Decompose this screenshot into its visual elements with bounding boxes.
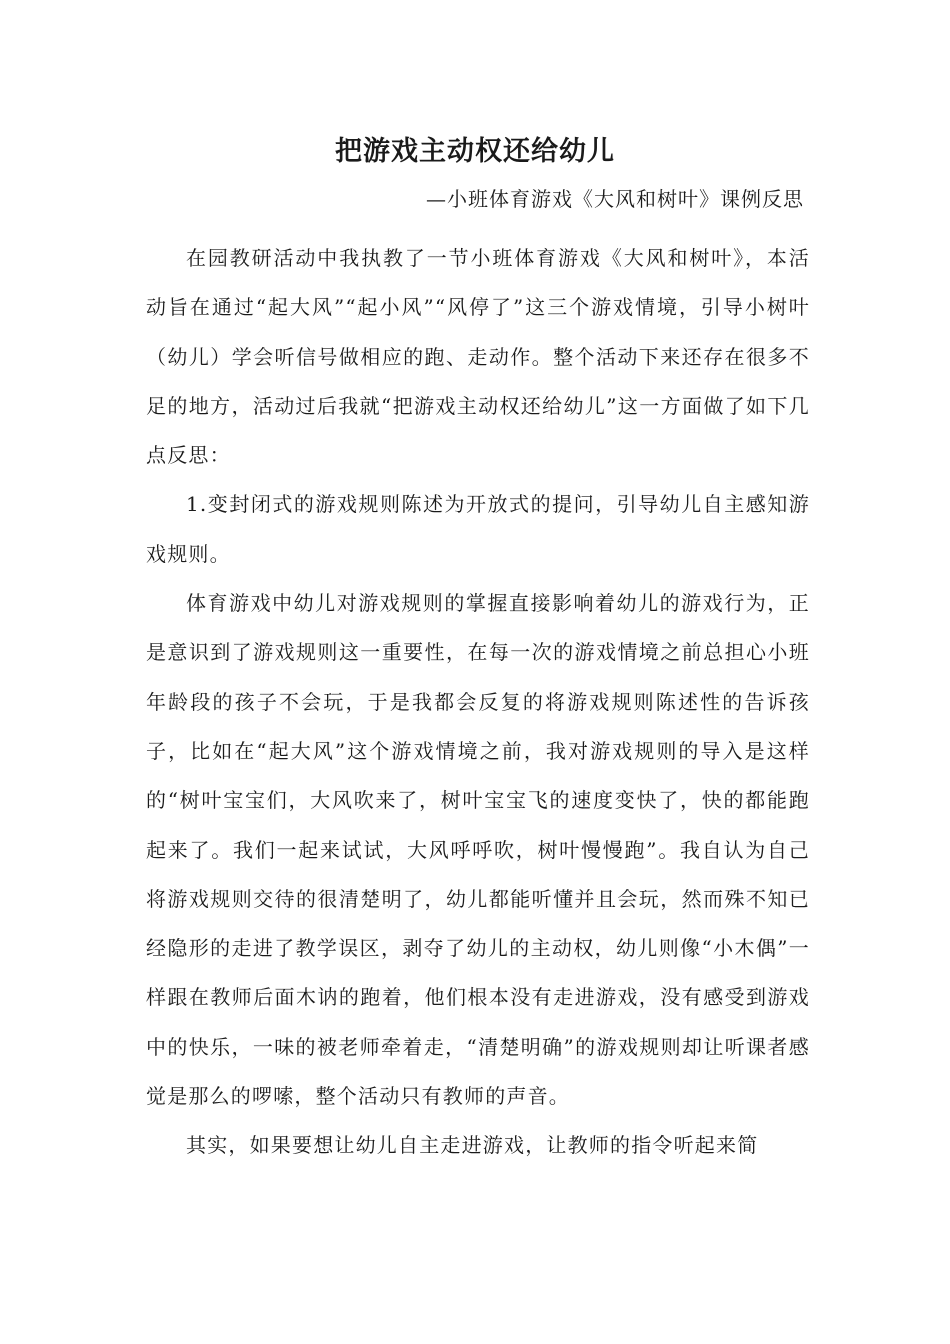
document-title: 把游戏主动权还给幼儿 [335, 136, 615, 167]
paragraph-continuation: 其实，如果要想让幼儿自主走进游戏，让教师的指令听起来简 [186, 1133, 759, 1158]
paragraph-point-1-heading: 1.变封闭式的游戏规则陈述为开放式的提问，引导幼儿自主感知游戏规则。 [146, 492, 810, 566]
paragraph-intro: 在园教研活动中我执教了一节小班体育游戏《大风和树叶》，本活动旨在通过“起大风”“起小风”“风停了”这三个游戏情境，引导小树叶（幼儿）学会听信号做相应的跑、走动作。整个活动下来还存在很多不足的地方，活动过后我就“把游戏主动权还给幼儿”这一方面做了如下几点反思： [146, 246, 810, 468]
document-subtitle: —小班体育游戏《大风和树叶》课例反思 [426, 187, 804, 211]
document-body [146, 234, 810, 1171]
paragraph-point-1-body: 体育游戏中幼儿对游戏规则的掌握直接影响着幼儿的游戏行为，正是意识到了游戏规则这一重要性，在每一次的游戏情境之前总担心小班年龄段的孩子不会玩，于是我都会反复的将游戏规则陈述性的告诉孩子，比如在“起大风”这个游戏情境之前，我对游戏规则的导入是这样的“树叶宝宝们，大风吹来了，树叶宝宝飞的速度变快了，快的都能跑起来了。我们一起来试试，大风呼呼吹，树叶慢慢跑”。我自认为自己将游戏规则交待的很清楚明了，幼儿都能听懂并且会玩，然而殊不知已经隐形的走进了教学误区，剥夺了幼儿的主动权，幼儿则像“小木偶”一样跟在教师后面木讷的跑着，他们根本没有走进游戏，没有感受到游戏中的快乐，一味的被老师牵着走，“清楚明确”的游戏规则却让听课者感觉是那么的啰嗦，整个活动只有教师的声音。 [146, 591, 810, 1109]
